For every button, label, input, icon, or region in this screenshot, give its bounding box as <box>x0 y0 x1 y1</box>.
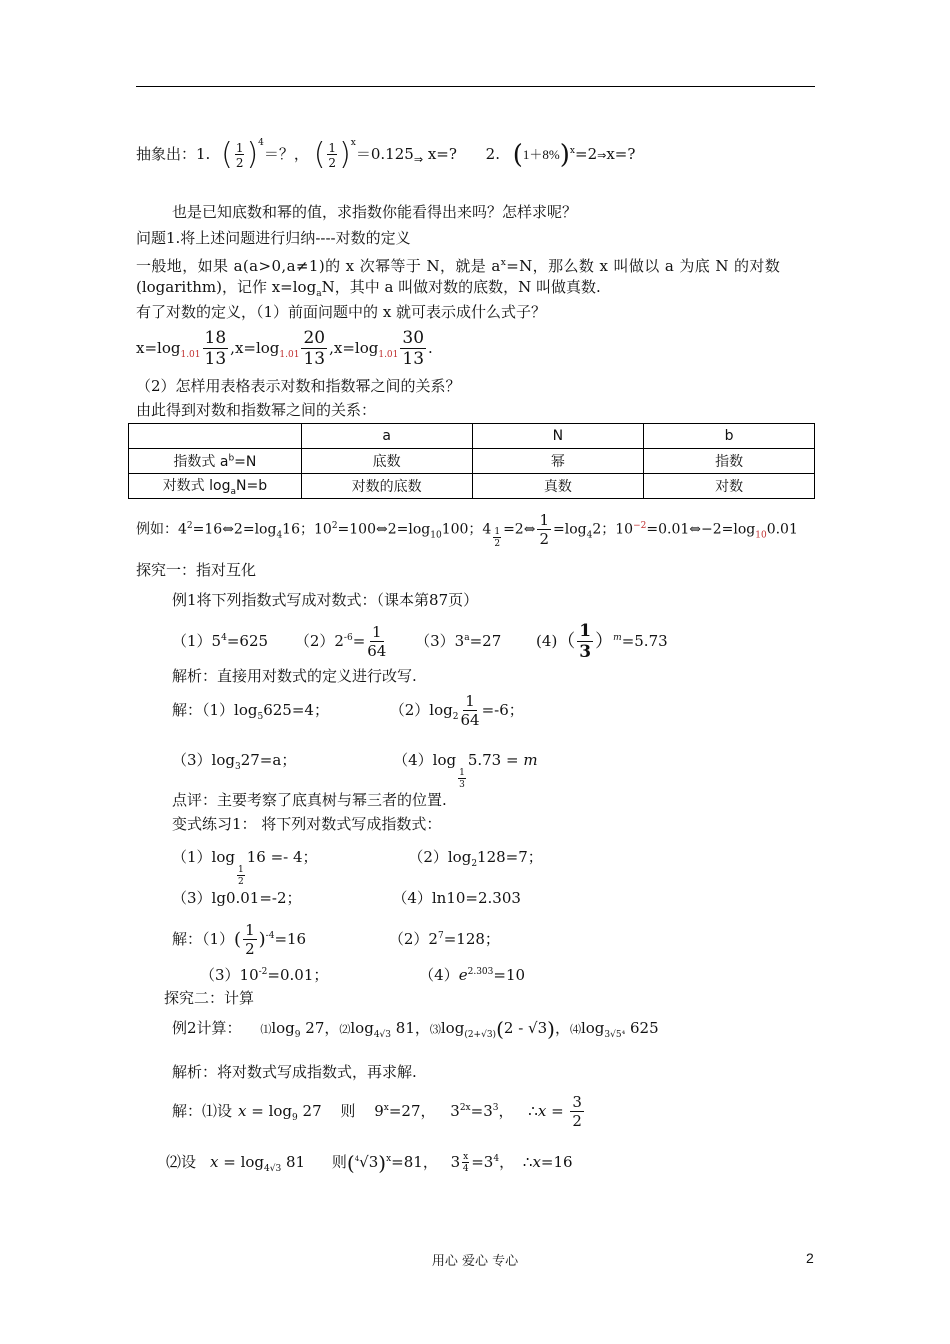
example-conversions: 例如：$4^2=16\Leftrightarrow 2=\log_416$；$10^2=100\Leftrightarrow 2=\log_{10}100$；4 $\frac{1}{2}$ =2⇔ $\frac{1}{2}$ $=\log_42$；$10^{-2}=0.01\Leftrightarrow-2=\log_{10}0.01$ <box>136 510 798 549</box>
problem-1-title: 问题1.将上述问题进行归纳----对数的定义 <box>136 229 411 247</box>
table-cell <box>129 424 302 449</box>
table-cell: 底数 <box>301 449 472 474</box>
table-cell: 指数 <box>644 449 815 474</box>
question-line: 也是已知底数和幂的值，求指数你能看得出来吗？怎样求呢？ <box>172 203 578 221</box>
table-cell: a <box>301 424 472 449</box>
table-cell: b <box>644 424 815 449</box>
question-x-expression: 有了对数的定义，（1）前面问题中的 x 就可表示成什么式子？ <box>136 303 547 321</box>
relation-intro: 由此得到对数和指数幂之间的关系： <box>136 401 377 419</box>
variant-row-1: （1）log $\frac{1}{2}$ 16 =- 4； $(2)\log_2128=7$； <box>172 848 543 887</box>
page-number: 2 <box>806 1250 814 1266</box>
table-cell: N <box>472 424 644 449</box>
footer-motto: 用心 爱心 专心 <box>431 1254 519 1269</box>
analysis-1: 解析：直接用对数式的定义进行改写. <box>172 667 417 685</box>
explore-1-title: 探究一：指对互化 <box>136 561 257 579</box>
table-row <box>129 424 815 449</box>
relation-table <box>128 423 815 499</box>
analysis-2: 解析：将对数式写成指数式，再求解. <box>172 1063 417 1081</box>
explore-2-title: 探究二：计算 <box>164 989 255 1007</box>
comment: 点评：主要考察了底真树与幂三者的位置. <box>172 791 447 809</box>
solution-3: 解：⑴设 $x = \log_9 27$ 则 $9^x=27$， $3^{2x}=3^3$， ∴x = $\frac{3}{2}$ <box>172 1093 582 1130</box>
table-cell: 指数式 $a^b=N$ <box>129 449 302 474</box>
abstract-line: 抽象出：1. ( $\frac{1}{2}$ )$^4$＝？， ( $\frac{1}{2}$ )$^x=0.125_\Rightarrow$ x=? 2. $(1+8\%)^x=2\Rightarrow x=$? <box>136 137 636 172</box>
solution-4: ⑵设 $x = \log_{4√3} 81$ 则$(^4√3)^x=81$， 3 $\frac{x}{4}$ $=3^4$， ∴x=16 <box>166 1151 573 1175</box>
table-cell: 对数的底数 <box>301 474 472 499</box>
solution-2-row-1: 解：（1）( $\frac{1}{2}$ )$^{-4}$=16 $(2)2^7=128$； <box>172 921 500 958</box>
header-rule <box>136 86 815 87</box>
log-expressions: $x=\log_{1.01}$ $\frac{18}{13}$ $,x=\log_{1.01}$ $\frac{20}{13}$ $,x=\log_{1.01}$ $\frac{30}{13}$ . <box>136 328 433 369</box>
example-1-title: 例1将下列指数式写成对数式：（课本第87页） <box>172 591 479 609</box>
table-cell: 对数 <box>644 474 815 499</box>
table-row <box>129 474 815 499</box>
solution-1-row-1: 解：$(1)\log_5625=4$； $(2)\log_2$ $\frac{1}{64}$ =-6； <box>172 692 524 729</box>
table-cell: 真数 <box>472 474 644 499</box>
table-cell: 对数式 $\log_aN=b$ <box>129 474 302 499</box>
table-cell: 幂 <box>472 449 644 474</box>
example-1-items: $(1)5^4=625$ $(2)2^{-6}=$ $\frac{1}{64}$ $(3)3^a=27$ (4)（ $\frac{1}{3}$ ）$^m$=5.73 <box>172 621 668 662</box>
solution-2-row-2: $(3)10^{-2}=0.01$； $(4)e^{2.303}=10$ <box>200 966 526 984</box>
table-question: （2）怎样用表格表示对数和指数幂之间的关系？ <box>136 377 461 395</box>
table-row <box>129 449 815 474</box>
solution-1-row-2: $(3)\log_327=a$； （4）log $\frac{1}{3}$ 5.73 = m <box>172 751 538 790</box>
variant-row-2: （3）lg0.01=-2； （4）ln10=2.303 <box>172 889 521 907</box>
example-2-items: 例2计算： $⑴\log_9$ 27，$⑵\log_{4√3}$ 81，$⑶\log_{(2+√3)}(2 - √3)$，$⑷\log_{3√5^4}$ 625 <box>172 1017 659 1041</box>
variant-title: 变式练习1： 将下列对数式写成指数式： <box>172 815 442 833</box>
definition-line-1: 一般地，如果 a(a>0,a≠1)的 x 次幂等于 N，就是 $a^x=N$，那么数 x 叫做以 a 为底 N 的对数 <box>136 257 781 275</box>
definition-line-2: (logarithm)，记作 $x=\log_aN$，其中 a 叫做对数的底数，N 叫做真数. <box>136 278 601 299</box>
